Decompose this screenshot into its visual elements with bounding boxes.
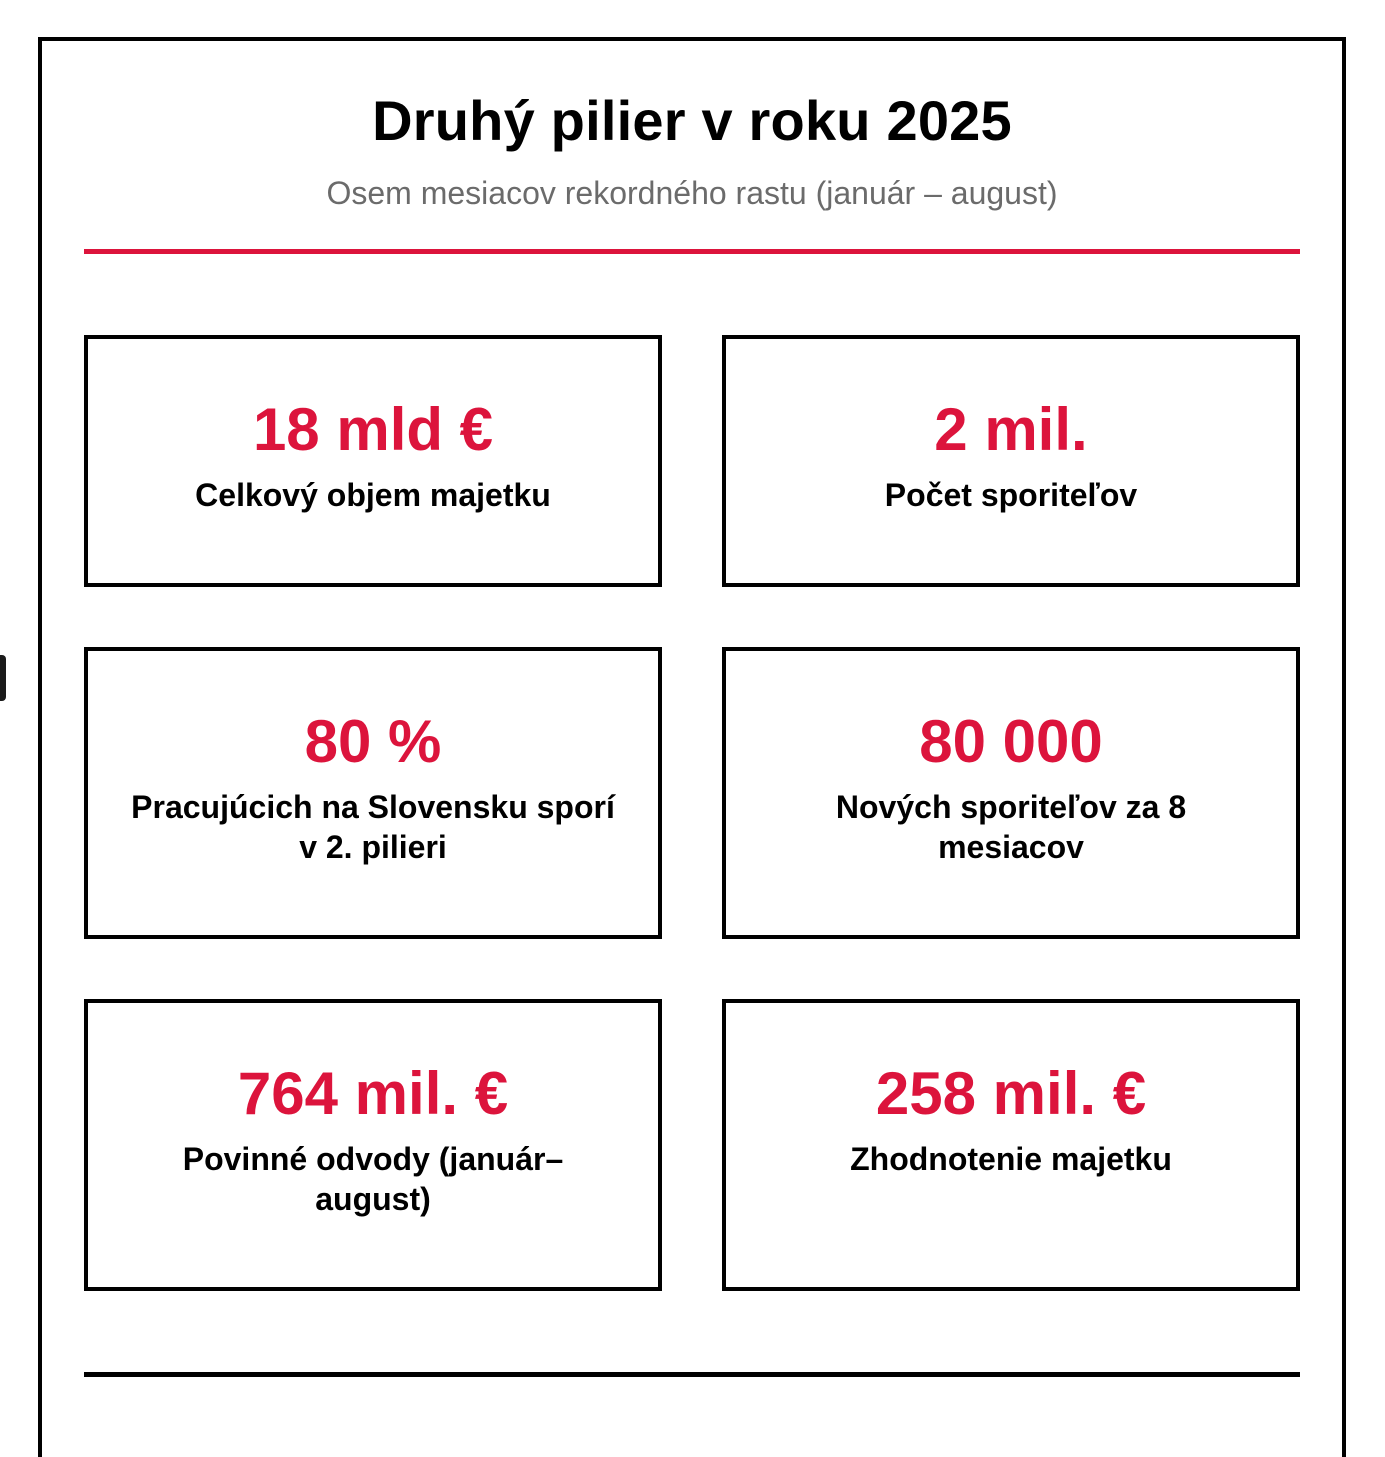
page-title: Druhý pilier v roku 2025 bbox=[372, 89, 1012, 152]
stat-card-appreciation bbox=[722, 999, 1300, 1291]
infographic-frame bbox=[38, 37, 1346, 1457]
stat-label: Povinné odvody (január–august) bbox=[182, 1141, 564, 1217]
bottom-divider bbox=[84, 1372, 1300, 1377]
stat-value: 2 mil. bbox=[934, 396, 1088, 463]
stat-card-total-assets bbox=[84, 335, 662, 587]
stat-value: 258 mil. € bbox=[875, 1060, 1147, 1127]
side-handle[interactable] bbox=[0, 655, 6, 701]
stat-label: Pracujúcich na Slovensku sporí v 2. pilieri bbox=[131, 789, 615, 865]
stat-card-contributions bbox=[84, 999, 662, 1291]
stat-value: 18 mld € bbox=[252, 396, 494, 463]
page-subtitle: Osem mesiacov rekordného rastu (január – august) bbox=[326, 175, 1058, 211]
stat-label: Nových sporiteľov za 8 mesiacov bbox=[835, 789, 1187, 865]
stat-value: 764 mil. € bbox=[237, 1060, 509, 1127]
stat-card-new-savers bbox=[722, 647, 1300, 939]
stat-label: Zhodnotenie majetku bbox=[850, 1141, 1172, 1177]
stat-label: Počet sporiteľov bbox=[884, 477, 1138, 513]
stat-value: 80 % bbox=[304, 708, 442, 775]
stat-value: 80 000 bbox=[919, 708, 1103, 775]
stat-label: Celkový objem majetku bbox=[195, 477, 551, 513]
accent-divider bbox=[84, 249, 1300, 254]
stat-card-workers-share bbox=[84, 647, 662, 939]
stat-card-savers-count bbox=[722, 335, 1300, 587]
